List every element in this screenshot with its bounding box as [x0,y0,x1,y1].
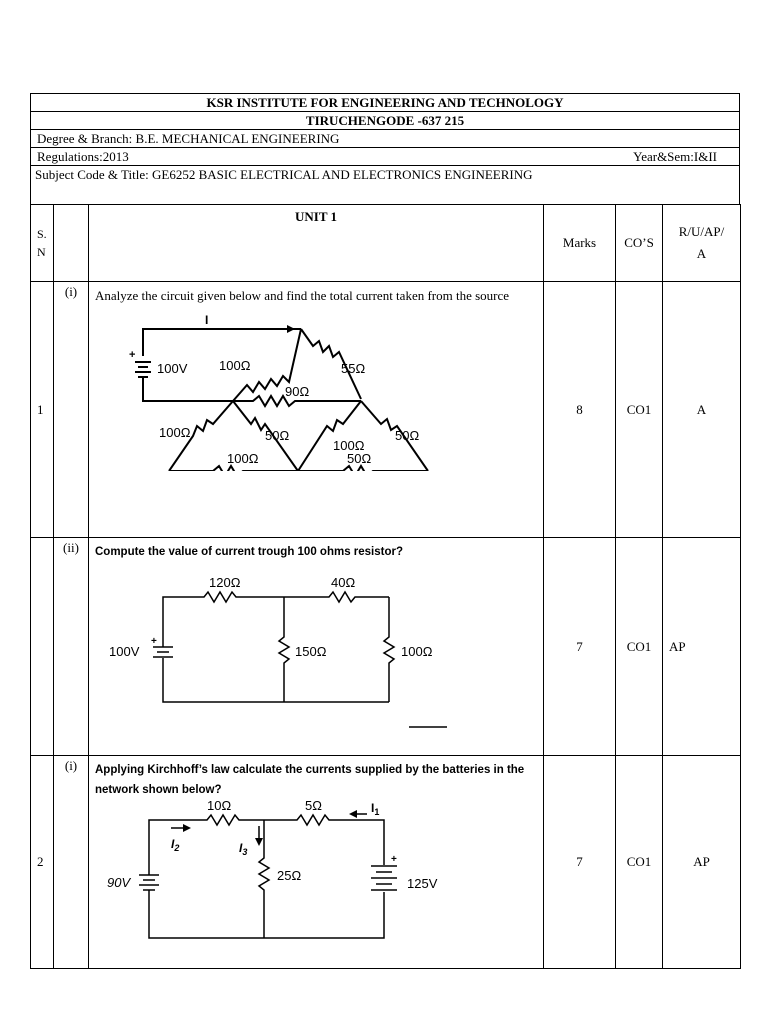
plus-sign: + [151,636,157,647]
current-i1-label: $I_1$ [371,801,380,817]
level-cell: AP [663,756,741,969]
marks-header: Marks [544,205,616,282]
question-part: (i) [54,282,89,538]
resistor-label: 25Ω [277,868,302,883]
question-text: Compute the value of current trough 100 ohms resistor? [95,546,403,558]
resistor-label: 100Ω [159,425,191,440]
question-number: 2 [31,756,54,969]
co-cell: CO1 [616,756,663,969]
year-sem: Year&Sem:I&II [633,149,717,164]
question-content [89,756,544,969]
resistor-label: 150Ω [295,644,327,659]
circuit-diagram-1 [123,306,463,471]
resistor-label: 55Ω [341,361,366,376]
current-i2-label: $I_2$ [171,837,180,853]
battery-90v-label: 90V [107,875,131,890]
level-cell: A [663,282,741,538]
co-cell: CO1 [616,282,663,538]
question-part: (ii) [54,538,89,756]
resistor-label: 5Ω [305,800,322,813]
table-head-row [31,205,741,282]
resistor-label: 100Ω [219,358,251,373]
resistor-label: 120Ω [209,575,241,590]
question-content [89,282,544,538]
question-content [89,538,544,756]
resistor-label: 90Ω [285,384,310,399]
header-table [30,93,740,205]
resistor-label: 100Ω [333,438,365,453]
resistor-label: 50Ω [395,428,420,443]
degree-branch: Degree & Branch: B.E. MECHANICAL ENGINEERING [31,130,740,148]
question-part: (i) [54,756,89,969]
battery-125v-label: 125V [407,876,438,891]
circuit-diagram-3 [99,800,449,950]
co-cell: CO1 [616,538,663,756]
resistor-label: 10Ω [207,800,232,813]
subject-title: Subject Code & Title: GE6252 BASIC ELECTRICAL AND ELECTRONICS ENGINEERING [31,166,740,205]
resistor-label: 50Ω [347,451,372,466]
resistor-label: 100Ω [227,451,259,466]
cos-header: CO’S [616,205,663,282]
resistor-label: 40Ω [331,575,356,590]
question-number: 1 [31,282,54,538]
plus-sign: + [391,854,397,865]
question-text: Analyze the circuit given below and find the total current taken from the source [95,288,510,303]
regulations: Regulations:2013 [37,149,129,164]
resistor-label: 50Ω [265,428,290,443]
table-row [31,538,741,756]
institute-name: KSR INSTITUTE FOR ENGINEERING AND TECHNOLOGY [31,94,740,112]
questions-table [30,204,741,969]
unit-header: UNIT 1 [89,205,544,282]
marks-cell: 7 [544,756,616,969]
table-row [31,756,741,969]
level-cell: AP [663,538,741,756]
question-number [31,538,54,756]
part-header [54,205,89,282]
source-voltage-label: 100V [157,361,188,376]
level-header: R/U/AP/ A [663,205,741,282]
sn-header: S. N [31,205,54,282]
current-label: I [205,313,209,327]
current-i3-label: $I_3$ [239,841,248,857]
marks-cell: 8 [544,282,616,538]
resistor-label: 100Ω [401,644,433,659]
question-text: Applying Kirchhoff’s law calculate the currents supplied by the batteries in the network shown below? [95,764,525,796]
institute-location: TIRUCHENGODE -637 215 [31,112,740,130]
table-row [31,282,741,538]
question-paper [30,93,740,969]
plus-sign: + [129,349,136,361]
marks-cell: 7 [544,538,616,756]
circuit-diagram-2 [99,562,449,732]
regulations-row [31,148,740,166]
source-voltage-label: 100V [109,644,140,659]
